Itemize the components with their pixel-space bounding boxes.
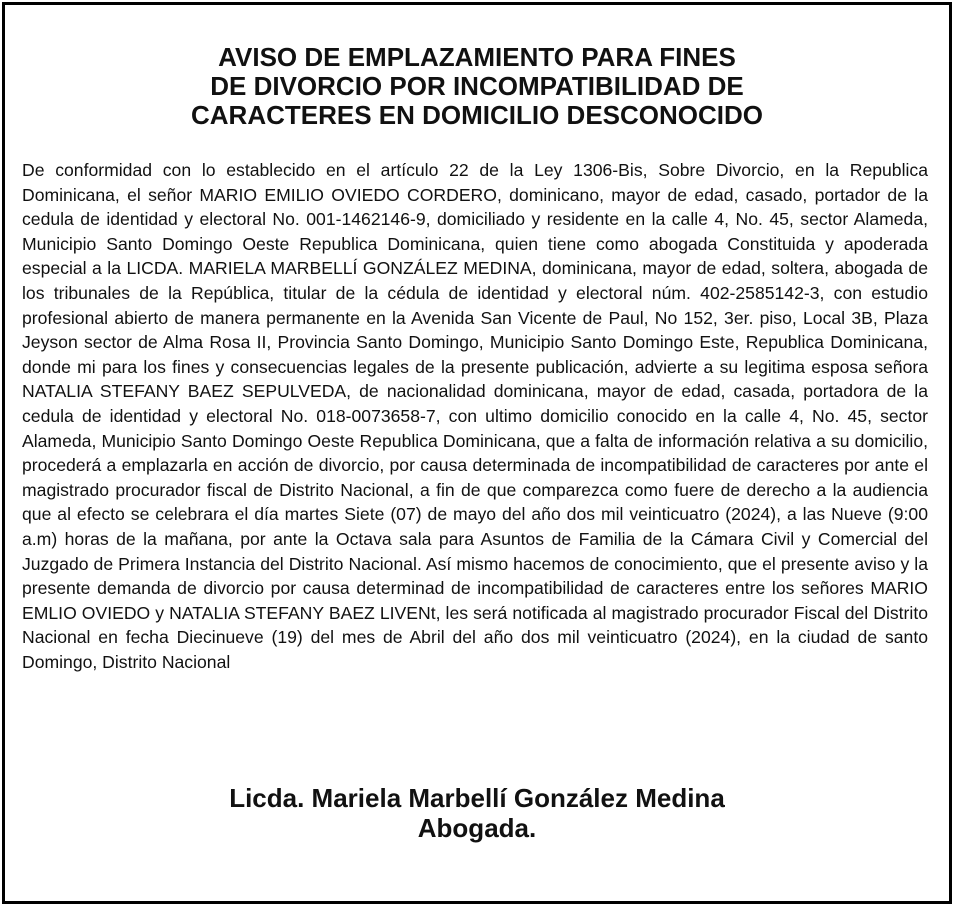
notice-title-line-2: DE DIVORCIO POR INCOMPATIBILIDAD DE — [210, 71, 744, 101]
legal-notice — [2, 2, 952, 904]
signature-name: Licda. Mariela Marbellí González Medina — [229, 783, 725, 813]
signature-block — [5, 783, 949, 843]
notice-body: De conformidad con lo establecido en el artículo 22 de la Ley 1306-Bis, Sobre Divorcio, en la Republica Dominicana, el señor MARIO EMILIO OVIEDO CORDERO, dominicano, mayor de edad, casado, portador de la cedula de identidad y electoral No. 001-1462146-9, domiciliado y residente en la calle 4, No. 45, sector Alameda, Municipio Santo Domingo Oeste Republica Dominicana, quien tiene como abogada Constituida y apoderada especial a la LICDA. MARIELA MARBELLÍ GONZÁLEZ MEDINA, dominicana, mayor de edad, soltera, abogada de los tribunales de la República, titular de la cédula de identidad y electoral núm. 402-2585142-3, con estudio profesional abierto de manera permanente en la Avenida San Vicente de Paul, No 152, 3er. piso, Local 3B, Plaza Jeyson sector de Alma Rosa II, Provincia Santo Domingo, Municipio Santo Domingo Este, Republica Dominicana, donde mi para los fines y consecuencias legales de la presente publicación, advierte a su legitima esposa señora NATALIA STEFANY BAEZ SEPULVEDA, de nacionalidad dominicana, mayor de edad, casada, portadora de la cedula de identidad y electoral No. 018-0073658-7, con ultimo domicilio conocido en la calle 4, No. 45, sector Alameda, Municipio Santo Domingo Oeste Republica Dominicana, que a falta de información relativa a su domicilio, procederá a emplazarla en acción de divorcio, por causa determinada de incompatibilidad de caracteres por ante el magistrado procurador fiscal de Distrito Nacional, a fin de que comparezca como fuere de derecho a la audiencia que al efecto se celebrara el día martes Siete (07) de mayo del año dos mil veinticuatro (2024), a las Nueve (9:00 a.m) horas de la mañana, por ante la Octava sala para Asuntos de Familia de la Cámara Civil y Comercial del Juzgado de Primera Instancia del Distrito Nacional. Así mismo hacemos de conocimiento, que el presente aviso y la presente demanda de divorcio por causa determinad de incompatibilidad de caracteres entre los señores MARIO EMLIO OVIEDO y NATALIA STEFANY BAEZ LIVENt, les será notificada al magistrado procurador Fiscal del Distrito Nacional en fecha Diecinueve (19) del mes de Abril del año dos mil veinticuatro (2024), en la ciudad de santo Domingo, Distrito Nacional — [22, 160, 928, 672]
notice-title-line-1: AVISO DE EMPLAZAMIENTO PARA FINES — [218, 42, 736, 72]
notice-title-line-3: CARACTERES EN DOMICILIO DESCONOCIDO — [190, 100, 764, 130]
signature-role: Abogada. — [417, 813, 537, 843]
notice-title — [5, 43, 949, 130]
